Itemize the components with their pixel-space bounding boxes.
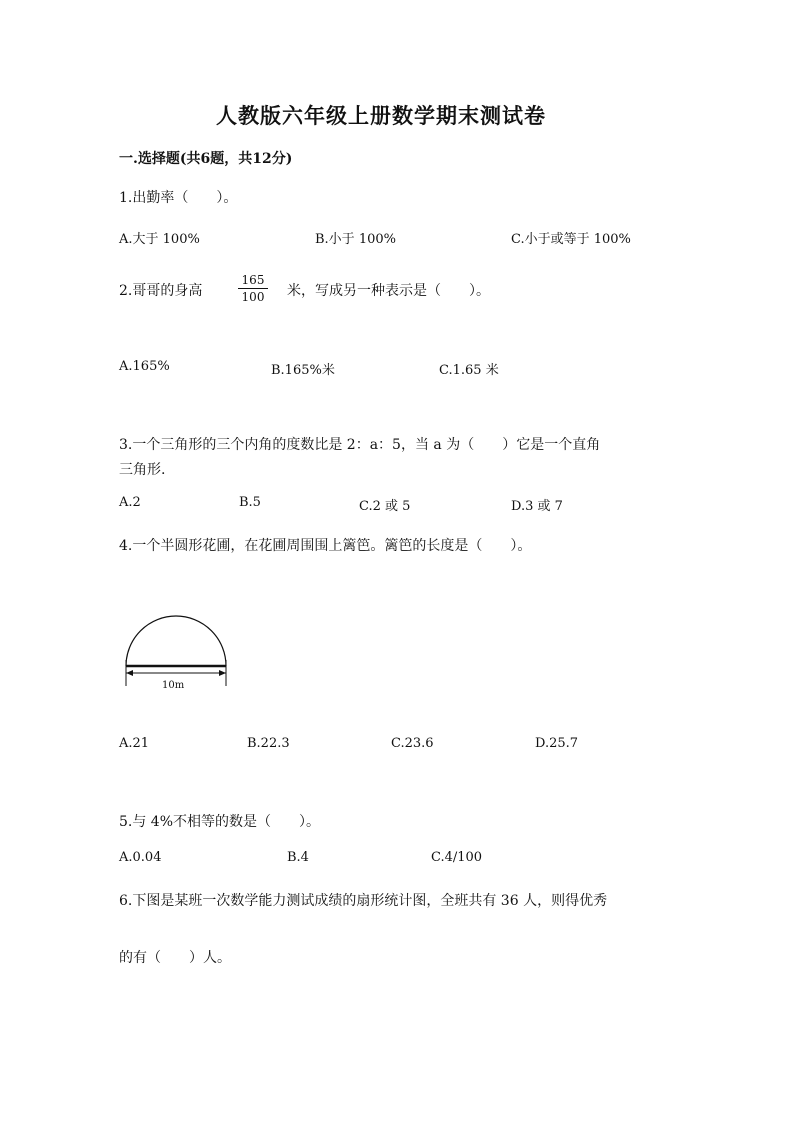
q5-option-c: C.4/100 (431, 850, 483, 865)
q5-option-a: A.0.04 (119, 850, 162, 865)
q2-option-b: B.165%米 (271, 363, 335, 378)
question-3-line-1: 3.一个三角形的三个内角的度数比是 2：a：5，当 a 为（ ）它是一个直角 (119, 437, 601, 453)
q2-option-a: A.165% (119, 359, 170, 374)
q4-option-d: D.25.7 (535, 736, 579, 751)
dimension-label: 10m (162, 680, 185, 691)
question-5-stem: 5.与 4%不相等的数是（ ）。 (119, 814, 321, 830)
question-1-stem: 1.出勤率（ ）。 (119, 190, 238, 206)
question-6-line-2: 的有（ ）人。 (119, 950, 231, 966)
q5-option-b: B.4 (287, 850, 309, 865)
q4-option-a: A.21 (119, 736, 150, 751)
arrow-left-icon (126, 670, 133, 676)
semicircle-arc (126, 616, 226, 666)
q4-option-b: B.22.3 (247, 736, 290, 751)
question-4-stem: 4.一个半圆形花圃，在花圃周围围上篱笆。篱笆的长度是（ ）。 (119, 538, 532, 554)
q1-option-b: B.小于 100% (315, 232, 396, 247)
arrow-right-icon (219, 670, 226, 676)
page-title: 人教版六年级上册数学期末测试卷 (216, 103, 546, 128)
q4-option-c: C.23.6 (391, 736, 434, 751)
question-6-line-1: 6.下图是某班一次数学能力测试成绩的扇形统计图，全班共有 36 人，则得优秀 (119, 893, 608, 909)
section-heading: 一.选择题(共6题，共12分) (119, 151, 293, 167)
q3-option-d: D.3 或 7 (511, 499, 563, 514)
q3-option-c: C.2 或 5 (359, 499, 411, 514)
semicircle-diagram (118, 610, 236, 692)
q1-option-c: C.小于或等于 100% (511, 232, 631, 247)
height-fraction (238, 272, 268, 305)
question-2-prefix: 2.哥哥的身高 (119, 283, 203, 299)
q1-option-a: A.大于 100% (119, 232, 200, 247)
fraction-denominator: 100 (241, 290, 265, 304)
q2-option-c: C.1.65 米 (439, 363, 499, 378)
q3-option-b: B.5 (239, 495, 261, 510)
q3-option-a: A.2 (119, 495, 141, 510)
fraction-numerator: 165 (238, 272, 268, 289)
question-3-line-2: 三角形. (119, 462, 166, 478)
question-2-suffix: 米，写成另一种表示是（ ）。 (287, 283, 490, 299)
